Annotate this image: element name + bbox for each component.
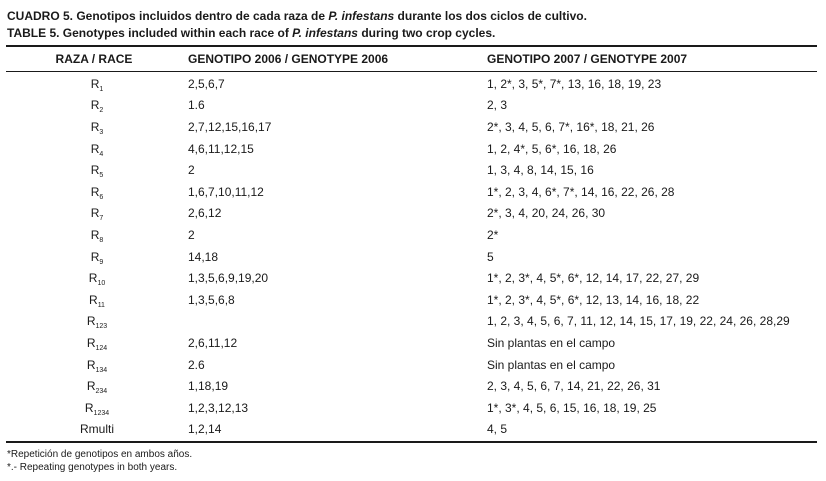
race-cell — [6, 289, 188, 311]
genotype-2006-cell: 2,7,12,15,16,17 — [188, 119, 272, 134]
genotype-2006-cell: 1,3,5,6,8 — [188, 292, 235, 307]
table-row — [6, 73, 817, 95]
race-cell — [6, 375, 188, 397]
race-subscript: 124 — [95, 344, 108, 352]
race-name: R — [84, 400, 94, 415]
race-name: R — [90, 227, 100, 242]
column-header-genotype-2007: GENOTIPO 2007 / GENOTYPE 2007 — [487, 52, 688, 66]
caption-spanish — [7, 9, 587, 23]
genotype-2007-cell: 1*, 2, 3*, 4, 5*, 6*, 12, 13, 14, 16, 18, 22 — [487, 292, 700, 307]
genotype-2006-cell: 2 — [188, 163, 195, 178]
caption-english-species: P. infestans — [292, 26, 358, 40]
caption-english-prefix: TABLE 5. Genotypes included within each race of — [7, 26, 293, 40]
table-row — [6, 354, 817, 376]
footnote-english: *.- Repeating genotypes in both years. — [7, 462, 178, 473]
race-subscript: 5 — [99, 172, 104, 180]
genotype-2006-cell: 1,2,14 — [188, 422, 222, 437]
race-cell — [6, 116, 188, 138]
table-row — [6, 311, 817, 333]
race-subscript: 7 — [99, 215, 104, 223]
race-cell — [6, 203, 188, 225]
race-subscript: 234 — [95, 388, 108, 396]
race-subscript: 1 — [99, 85, 104, 93]
genotype-2006-cell: 4,6,11,12,15 — [188, 141, 254, 156]
caption-spanish-prefix: CUADRO 5. Genotipos incluidos dentro de cada raza de — [7, 9, 329, 23]
genotype-2006-cell: 2,5,6,7 — [188, 76, 225, 91]
race-cell — [6, 311, 188, 333]
genotype-2007-cell: 4, 5 — [487, 422, 508, 437]
table-row — [6, 419, 817, 441]
table-bottom-rule — [6, 441, 817, 443]
table-row — [6, 332, 817, 354]
race-name: R — [90, 141, 100, 156]
race-name: R — [88, 271, 98, 286]
column-header-genotype-2006: GENOTIPO 2006 / GENOTYPE 2006 — [188, 52, 389, 66]
race-name: Rmulti — [79, 422, 114, 437]
genotype-2006-cell: 2.6 — [188, 357, 205, 372]
footnote-spanish: *Repetición de genotipos en ambos años. — [7, 449, 193, 460]
race-subscript: 4 — [99, 150, 104, 158]
genotype-2007-cell: 2, 3, 4, 5, 6, 7, 14, 21, 22, 26, 31 — [487, 379, 661, 394]
genotype-2007-cell: 1*, 3*, 4, 5, 6, 15, 16, 18, 19, 25 — [487, 400, 657, 415]
genotype-2006-cell: 1,6,7,10,11,12 — [188, 184, 264, 199]
table-row — [6, 138, 817, 160]
genotype-2007-cell: 1, 2, 3, 4, 5, 6, 7, 11, 12, 14, 15, 17, 19, 22, 24, 26, 28,29 — [487, 314, 790, 329]
race-subscript: 2 — [99, 107, 104, 115]
race-name: R — [86, 379, 96, 394]
table-row — [6, 375, 817, 397]
caption-english-suffix: during two crop cycles. — [357, 26, 496, 40]
table-top-rule — [6, 45, 817, 47]
race-cell — [6, 419, 188, 441]
genotype-2007-cell: 2*, 3, 4, 20, 24, 26, 30 — [487, 206, 606, 221]
race-name: R — [90, 119, 100, 134]
table-row — [6, 116, 817, 138]
race-cell — [6, 73, 188, 95]
genotype-2006-cell: 1,18,19 — [188, 379, 229, 394]
race-name: R — [86, 335, 96, 350]
race-name: R — [90, 184, 100, 199]
race-subscript: 1234 — [93, 409, 110, 417]
race-cell — [6, 267, 188, 289]
race-name: R — [90, 163, 100, 178]
genotype-2007-cell: Sin plantas en el campo — [487, 357, 616, 372]
race-subscript: 123 — [95, 323, 108, 331]
race-cell — [6, 181, 188, 203]
race-subscript: 134 — [95, 366, 108, 374]
table-row — [6, 224, 817, 246]
race-cell — [6, 397, 188, 419]
race-name: R — [90, 249, 100, 264]
genotype-2007-cell: 1, 3, 4, 8, 14, 15, 16 — [487, 163, 594, 178]
genotype-2007-cell: 1, 2*, 3, 5*, 7*, 13, 16, 18, 19, 23 — [487, 76, 662, 91]
race-name: R — [90, 76, 100, 91]
race-name: R — [86, 314, 96, 329]
genotype-2007-cell: 2*, 3, 4, 5, 6, 7*, 16*, 18, 21, 26 — [487, 119, 655, 134]
race-cell — [6, 159, 188, 181]
genotype-2007-cell: 2, 3 — [487, 98, 508, 113]
race-subscript: 9 — [99, 258, 104, 266]
table-row — [6, 95, 817, 117]
genotype-2006-cell: 1.6 — [188, 98, 205, 113]
race-name: R — [90, 206, 100, 221]
table-body — [6, 73, 817, 440]
race-subscript: 3 — [99, 128, 104, 136]
race-cell — [6, 224, 188, 246]
genotype-table — [6, 73, 817, 440]
column-header-race: RAZA / RACE — [55, 52, 133, 66]
genotype-2006-cell: 2 — [188, 227, 195, 242]
race-cell — [6, 95, 188, 117]
race-name: R — [89, 292, 98, 307]
table-row — [6, 289, 817, 311]
table-row — [6, 203, 817, 225]
genotype-2007-cell: 5 — [487, 249, 494, 264]
genotype-2007-cell: Sin plantas en el campo — [487, 335, 616, 350]
genotype-2006-cell — [188, 311, 487, 333]
table-row — [6, 397, 817, 419]
race-cell — [6, 354, 188, 376]
table-row — [6, 267, 817, 289]
header-bottom-rule — [6, 71, 817, 72]
genotype-2007-cell: 1*, 2, 3*, 4, 5*, 6*, 12, 14, 17, 22, 27, 29 — [487, 271, 700, 286]
genotype-2006-cell: 14,18 — [188, 249, 219, 264]
race-cell — [6, 332, 188, 354]
table-row — [6, 246, 817, 268]
genotype-2007-cell: 2* — [487, 227, 499, 242]
caption-english — [7, 26, 495, 40]
table-row — [6, 159, 817, 181]
race-subscript: 11 — [97, 301, 105, 309]
race-subscript: 10 — [97, 280, 106, 288]
table-row — [6, 181, 817, 203]
genotype-2006-cell: 1,3,5,6,9,19,20 — [188, 271, 269, 286]
genotype-2006-cell: 1,2,3,12,13 — [188, 400, 249, 415]
genotype-2006-cell: 2,6,11,12 — [188, 335, 238, 350]
genotype-2007-cell: 1*, 2, 3, 4, 6*, 7*, 14, 16, 22, 26, 28 — [487, 184, 675, 199]
race-name: R — [90, 98, 100, 113]
race-subscript: 8 — [99, 236, 104, 244]
race-subscript: 6 — [99, 193, 104, 201]
race-cell — [6, 246, 188, 268]
race-cell — [6, 138, 188, 160]
genotype-2006-cell: 2,6,12 — [188, 206, 222, 221]
caption-spanish-suffix: durante los dos ciclos de cultivo. — [394, 9, 587, 23]
caption-spanish-species: P. infestans — [328, 9, 395, 23]
genotype-2007-cell: 1, 2, 4*, 5, 6*, 16, 18, 26 — [487, 141, 617, 156]
race-name: R — [86, 357, 96, 372]
